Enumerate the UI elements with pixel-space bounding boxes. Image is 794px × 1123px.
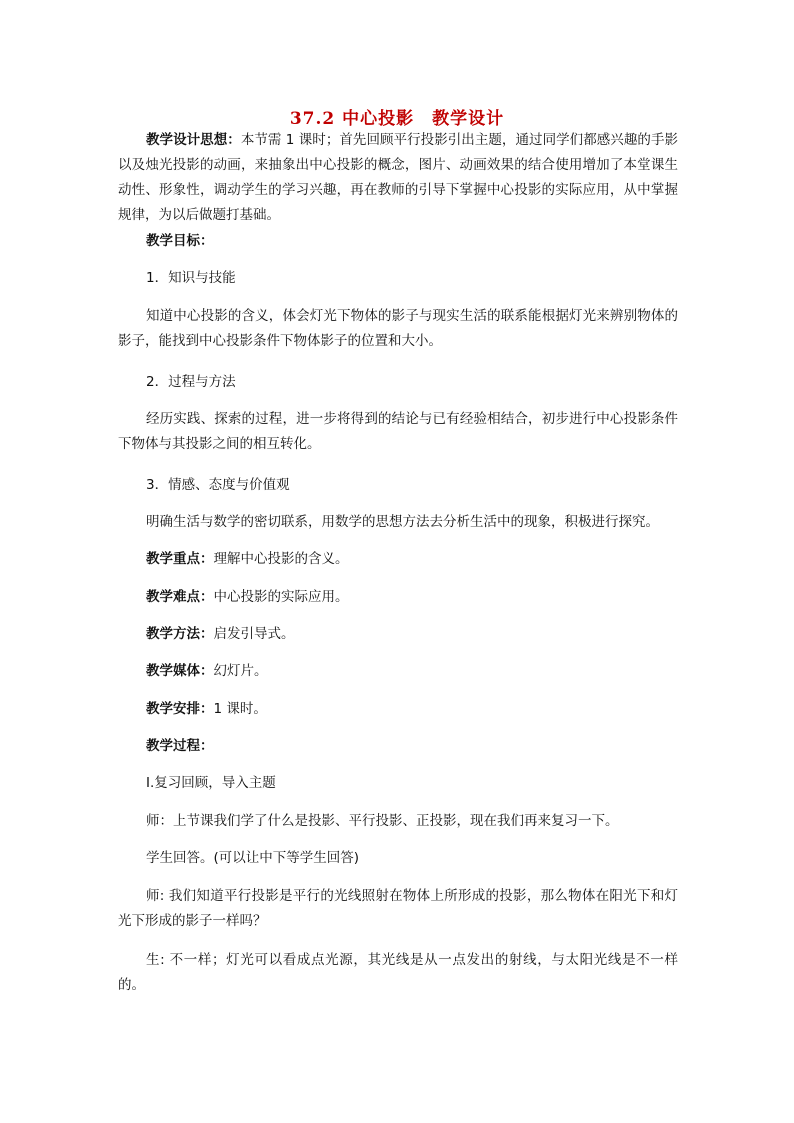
difficulty-label: 教学难点： [146,589,214,605]
key-point-paragraph [118,547,678,572]
objective-3-heading: 3．情感、态度与价值观 [146,477,290,493]
key-point-label: 教学重点： [146,551,214,567]
teacher-line-1: 师：上节课我们学了什么是投影、平行投影、正投影，现在我们再来复习一下。 [146,813,619,829]
design-thought-label: 教学设计思想： [146,132,241,148]
document-title: 37.2 中心投影 教学设计 [289,109,505,129]
objective-2-heading: 2．过程与方法 [146,374,236,390]
objective-1-heading: 1．知识与技能 [146,270,236,286]
objective-3-text: 明确生活与数学的密切联系，用数学的思想方法去分析生活中的现象，积极进行探究。 [146,514,659,530]
method-label: 教学方法： [146,626,214,642]
design-thought-paragraph [118,128,678,228]
schedule-text: 1 课时。 [213,701,267,717]
design-thought-text: 本节需 1 课时；首先回顾平行投影引出主题，通过同学们都感兴趣的手影以及烛光投影的动画，来抽象出中心投影的概念，图片、动画效果的结合使用增加了本堂课生动性、形象性，调动学生的学习兴趣，再在教师的引导下掌握中心投影的实际应用，从中掌握规律，为以后做题打基础。 [118,132,678,223]
section-1-heading: Ⅰ.复习回顾，导入主题 [146,775,276,791]
student-line-2: 生: 不一样；灯光可以看成点光源，其光线是从一点发出的射线，与太阳光线是不一样的。 [118,952,678,993]
key-point-text: 理解中心投影的含义。 [213,551,349,567]
media-label: 教学媒体： [146,663,214,679]
objective-1-text: 知道中心投影的含义，体会灯光下物体的影子与现实生活的联系能根据灯光来辨别物体的影子，能找到中心投影条件下物体影子的位置和大小。 [118,308,678,349]
difficulty-paragraph [118,585,678,610]
difficulty-text: 中心投影的实际应用。 [213,589,349,605]
objectives-heading: 教学目标： [146,233,214,249]
process-heading: 教学过程： [146,738,214,754]
objective-2-text: 经历实践、探索的过程，进一步将得到的结论与已有经验相结合，初步进行中心投影条件下物体与其投影之间的相互转化。 [118,411,678,452]
schedule-label: 教学安排： [146,701,214,717]
schedule-paragraph [118,697,678,722]
media-paragraph [118,659,678,684]
media-text: 幻灯片。 [213,663,268,679]
method-paragraph [118,622,678,647]
teacher-line-2: 师: 我们知道平行投影是平行的光线照射在物体上所形成的投影，那么物体在阳光下和灯光下形成的影子一样吗？ [118,888,678,929]
method-text: 启发引导式。 [213,626,295,642]
student-line-1: 学生回答。(可以让中下等学生回答) [146,850,360,866]
